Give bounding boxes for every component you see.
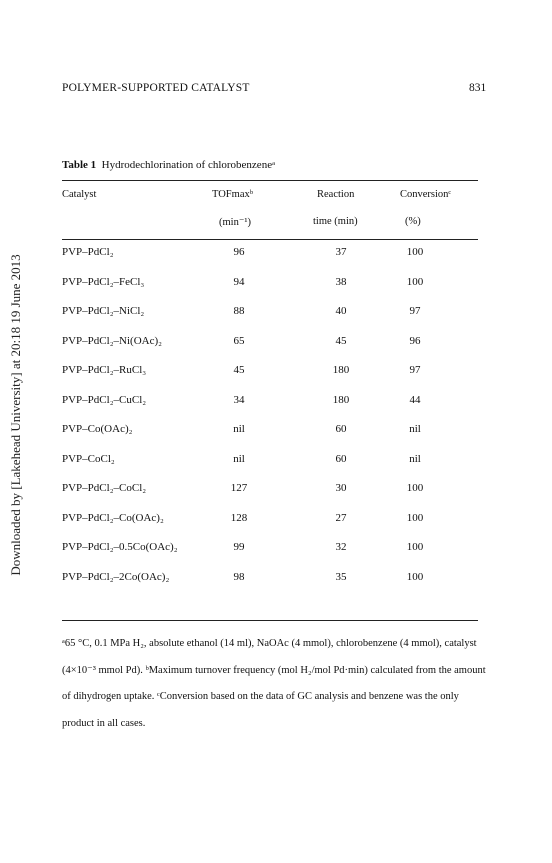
cell-tofmax: 94	[233, 275, 245, 288]
cell-conversion: 97	[409, 364, 421, 376]
cell-tofmax: 96	[233, 246, 245, 258]
cell-reaction-time: 35	[335, 570, 347, 583]
cell-catalyst: PVP–CoCl₂	[62, 452, 115, 465]
header-tofmax-unit: (min⁻¹)	[219, 217, 252, 228]
cell-catalyst: PVP–PdCl₂–NiCl₂	[62, 305, 145, 317]
table-row	[62, 508, 482, 538]
header-reaction: Reaction	[317, 189, 355, 200]
table-footnote: ᵃ65 °C, 0.1 MPa H₂, absolute ethanol (14 ml), NaOAc (4 mmol), chlorobenzene (4 mmol), catalyst (4×10⁻³ mmol Pd). ᵇMaximum turnover frequency (mol H₂/mol Pd·min) calculated from the amount of dihydrogen uptake. ᶜConversion based on the data of GC analysis and benzene was the only product in all cases.	[62, 638, 486, 729]
cell-reaction-time: 38	[335, 275, 347, 288]
header-reaction-unit: time (min)	[313, 216, 358, 227]
cell-catalyst: PVP–PdCl₂	[62, 246, 114, 258]
table-header-rule	[62, 239, 478, 240]
cell-conversion: 100	[406, 246, 424, 258]
table-body	[62, 242, 482, 596]
cell-catalyst: PVP–PdCl₂–FeCl₃	[62, 275, 145, 288]
cell-tofmax: 127	[230, 482, 248, 494]
cell-conversion: 97	[409, 305, 421, 317]
cell-tofmax: nil	[233, 452, 245, 465]
cell-tofmax: 98	[233, 570, 245, 583]
table-bottom-rule	[62, 620, 478, 621]
table-row	[62, 331, 482, 361]
table-row	[62, 272, 482, 302]
running-head: POLYMER-SUPPORTED CATALYST	[62, 82, 250, 94]
cell-conversion: nil	[409, 423, 421, 435]
cell-tofmax: 128	[230, 511, 248, 524]
download-watermark-text: Downloaded by [Lakehead University] at 20:18 19 June 2013	[8, 254, 23, 576]
table-caption	[62, 159, 275, 171]
cell-catalyst: PVP–PdCl₂–CuCl₂	[62, 393, 147, 406]
table-row	[62, 242, 482, 272]
cell-reaction-time: 32	[335, 541, 347, 553]
page-number: 831	[469, 82, 487, 94]
cell-catalyst: PVP–Co(OAc)₂	[62, 423, 133, 435]
cell-tofmax: 65	[233, 334, 245, 347]
cell-tofmax: 99	[233, 541, 245, 553]
cell-conversion: 100	[406, 541, 424, 553]
cell-reaction-time: 27	[335, 511, 347, 524]
cell-conversion: 100	[406, 482, 424, 494]
header-conversion-unit: (%)	[405, 216, 421, 227]
cell-catalyst: PVP–PdCl₂–CoCl₂	[62, 482, 147, 494]
table-row	[62, 567, 482, 597]
cell-tofmax: 88	[233, 305, 245, 317]
cell-tofmax: 45	[233, 364, 245, 376]
cell-conversion: 100	[406, 275, 424, 288]
cell-conversion: nil	[409, 452, 421, 465]
cell-reaction-time: 37	[335, 246, 347, 258]
table-row	[62, 360, 482, 390]
table-title: Hydrodechlorination of chlorobenzeneᵃ	[101, 159, 276, 171]
cell-reaction-time: 180	[332, 364, 350, 376]
header-conversion: Conversionᶜ	[400, 189, 452, 200]
cell-reaction-time: 45	[335, 334, 347, 347]
cell-conversion: 100	[406, 511, 424, 524]
download-watermark	[8, 180, 24, 650]
cell-reaction-time: 180	[332, 393, 350, 406]
cell-tofmax: nil	[233, 423, 245, 435]
cell-reaction-time: 30	[335, 482, 347, 494]
cell-conversion: 100	[406, 570, 424, 583]
cell-catalyst: PVP–PdCl₂–0.5Co(OAc)₂	[62, 541, 178, 553]
table-row	[62, 478, 482, 508]
cell-reaction-time: 60	[335, 423, 347, 435]
table-row	[62, 449, 482, 479]
cell-catalyst: PVP–PdCl₂–2Co(OAc)₂	[62, 570, 170, 583]
cell-tofmax: 34	[233, 393, 245, 406]
header-catalyst: Catalyst	[62, 189, 97, 200]
cell-reaction-time: 60	[335, 452, 347, 465]
table-row	[62, 390, 482, 420]
cell-conversion: 96	[409, 334, 421, 347]
cell-catalyst: PVP–PdCl₂–Ni(OAc)₂	[62, 334, 162, 347]
table-row	[62, 537, 482, 567]
cell-catalyst: PVP–PdCl₂–RuCl₃	[62, 364, 147, 376]
table-top-rule	[62, 180, 478, 181]
table-row	[62, 419, 482, 449]
table-label: Table 1	[62, 159, 97, 171]
table-row	[62, 301, 482, 331]
cell-conversion: 44	[409, 393, 421, 406]
header-tofmax: TOFmaxᵇ	[212, 189, 253, 200]
cell-catalyst: PVP–PdCl₂–Co(OAc)₂	[62, 511, 164, 524]
cell-reaction-time: 40	[335, 305, 347, 317]
